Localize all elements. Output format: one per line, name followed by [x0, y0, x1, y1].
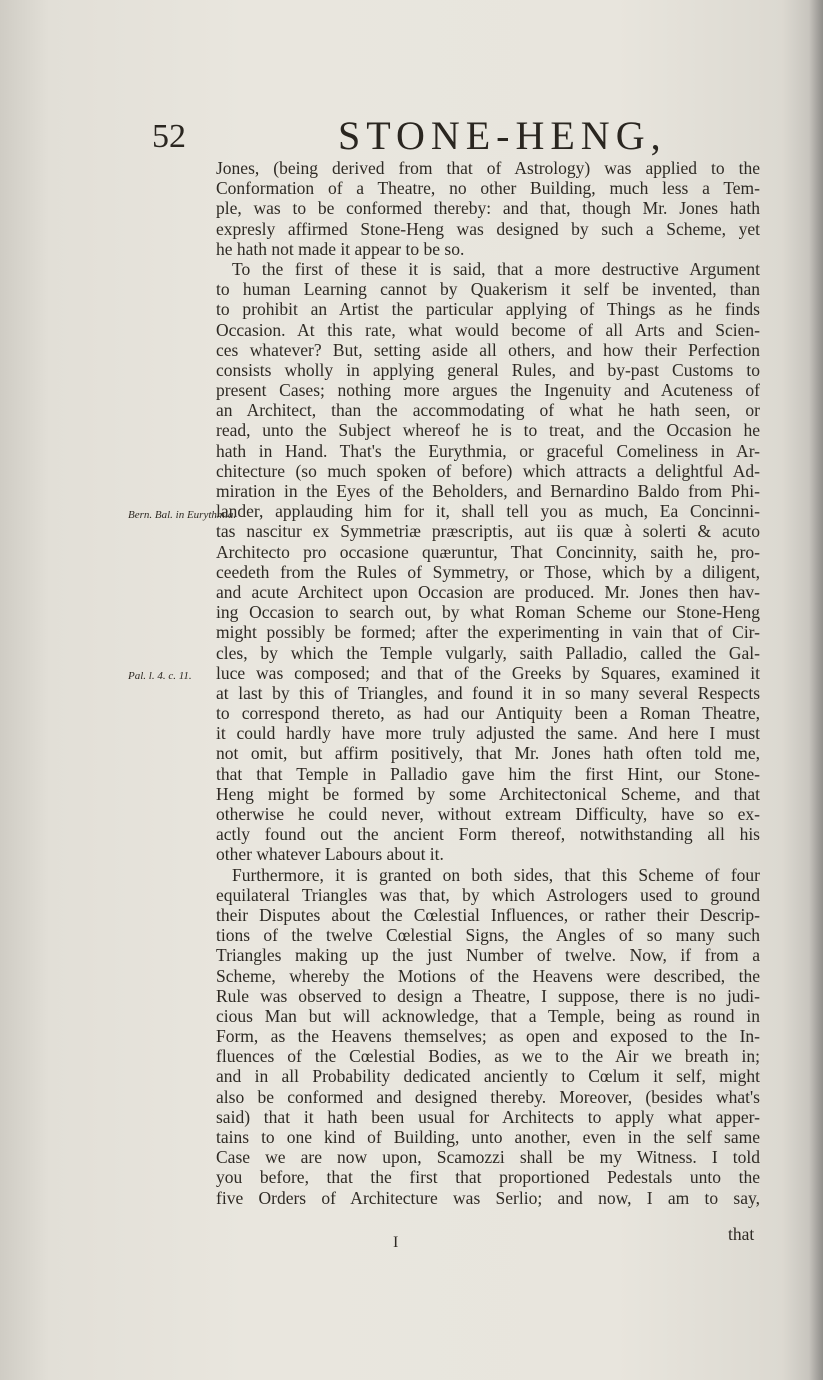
- text-line: you before, that the first that proportioned Pedestals unto the: [216, 1167, 760, 1188]
- text-line: expresly affirmed Stone-Heng was designed by such a Scheme, yet: [216, 218, 760, 239]
- text-line: Case we are now upon, Scamozzi shall be my Witness. I told: [216, 1147, 760, 1168]
- text-line: Heng might be formed by some Architectonical Scheme, and that: [216, 783, 760, 804]
- text-line: Conformation of a Theatre, no other Building, much less a Tem-: [216, 178, 760, 199]
- text-line: Form, as the Heavens themselves; as open and exposed to the In-: [216, 1026, 760, 1047]
- text-line: tains to one kind of Building, unto another, even in the self same: [216, 1127, 760, 1147]
- text-line: To the first of these it is said, that a more destructive Argument: [232, 258, 760, 279]
- text-line: it could hardly have more truly adjusted the same. And here I must: [216, 723, 760, 744]
- text-line: Architecto pro occasione quæruntur, That Concinnity, saith he, pro-: [216, 541, 760, 562]
- text-line: lander, applauding him for it, shall tell you as much, Ea Concinni-: [216, 501, 760, 522]
- text-line: cious Man but will acknowledge, that a Temple, being as round in: [216, 1005, 760, 1026]
- text-line: not omit, but affirm positively, that Mr. Jones hath often told me,: [216, 743, 760, 764]
- binding-shadow: [809, 0, 823, 1380]
- margin-note-bernardino: Bern. Bal. in Eurythmia.: [128, 509, 237, 521]
- text-line: and in all Probability dedicated anciently to Cœlum it self, might: [216, 1066, 760, 1087]
- text-line: Rule was observed to design a Theatre, I suppose, there is no judi-: [216, 985, 760, 1006]
- text-line: consists wholly in applying general Rules, and by-past Customs to: [216, 359, 760, 380]
- margin-note-palladio: Pal. l. 4. c. 11.: [128, 670, 192, 682]
- text-line: ple, was to be conformed thereby: and that, though Mr. Jones hath: [216, 198, 760, 219]
- text-line: at last by this of Triangles, and found it in so many several Respects: [216, 682, 760, 703]
- text-line: their Disputes about the Cœlestial Influences, or rather their Descrip-: [216, 904, 760, 925]
- text-line: five Orders of Architecture was Serlio; and now, I am to say,: [216, 1187, 760, 1208]
- text-line: chitecture (so much spoken of before) which attracts a delightful Ad-: [216, 460, 760, 481]
- signature-mark: I: [393, 1234, 399, 1251]
- page-number: 52: [152, 118, 186, 155]
- text-line: Scheme, whereby the Motions of the Heavens were described, the: [216, 965, 760, 986]
- running-head: STONE-HENG,: [338, 113, 667, 158]
- text-line: to prohibit an Artist the particular applying of Things as he finds: [216, 299, 760, 320]
- text-line: read, unto the Subject whereof he is to treat, and the Occasion he: [216, 420, 760, 441]
- text-line: Furthermore, it is granted on both sides, that this Scheme of four: [232, 864, 760, 885]
- text-line: equilateral Triangles was that, by which Astrologers used to ground: [216, 884, 760, 905]
- text-line: said) that it hath been usual for Architects to apply what apper-: [216, 1106, 760, 1127]
- text-line: cles, by which the Temple vulgarly, saith Palladio, called the Gal-: [216, 642, 760, 663]
- body-text: [216, 158, 760, 1208]
- text-line: fluences of the Cœlestial Bodies, as we to the Air we breath in;: [216, 1046, 760, 1067]
- text-line: tas nascitur ex Symmetriæ præscriptis, aut iis quæ à solerti & acuto: [216, 521, 760, 542]
- text-line: to correspond thereto, as had our Antiquity been a Roman Theatre,: [216, 703, 760, 724]
- text-line: might possibly be formed; after the experimenting in vain that of Cir-: [216, 622, 760, 643]
- text-line: hath in Hand. That's the Eurythmia, or graceful Comeliness in Ar-: [216, 440, 760, 461]
- text-line: ing Occasion to search out, by what Roman Scheme our Stone-Heng: [216, 602, 760, 623]
- text-line: Occasion. At this rate, what would become of all Arts and Scien-: [216, 319, 760, 340]
- text-line: he hath not made it appear to be so.: [216, 238, 465, 259]
- text-line: that that Temple in Palladio gave him the first Hint, our Stone-: [216, 763, 760, 784]
- text-line: Triangles making up the just Number of twelve. Now, if from a: [216, 945, 760, 966]
- text-line: and acute Architect upon Occasion are produced. Mr. Jones then hav-: [216, 581, 760, 602]
- text-line: other whatever Labours about it.: [216, 844, 444, 865]
- catchword: that: [728, 1224, 755, 1244]
- text-line: ces whatever? But, setting aside all others, and how their Perfection: [216, 339, 760, 360]
- text-line: to human Learning cannot by Quakerism it self be invented, than: [216, 279, 760, 300]
- text-line: present Cases; nothing more argues the Ingenuity and Acuteness of: [216, 380, 760, 401]
- text-line: tions of the twelve Cœlestial Signs, the Angles of so many such: [216, 925, 760, 946]
- text-line: otherwise he could never, without extream Difficulty, have so ex-: [216, 804, 760, 824]
- text-line: luce was composed; and that of the Greeks by Squares, examined it: [216, 662, 760, 683]
- text-line: ceedeth from the Rules of Symmetry, or Those, which by a diligent,: [216, 561, 760, 582]
- text-line: miration in the Eyes of the Beholders, and Bernardino Baldo from Phi-: [216, 481, 760, 501]
- text-line: also be conformed and designed thereby. Moreover, (besides what's: [216, 1086, 760, 1107]
- text-line: an Architect, than the accommodating of what he hath seen, or: [216, 400, 760, 421]
- text-line: Jones, (being derived from that of Astrology) was applied to the: [216, 158, 760, 178]
- text-line: actly found out the ancient Form thereof, notwithstanding all his: [216, 824, 760, 845]
